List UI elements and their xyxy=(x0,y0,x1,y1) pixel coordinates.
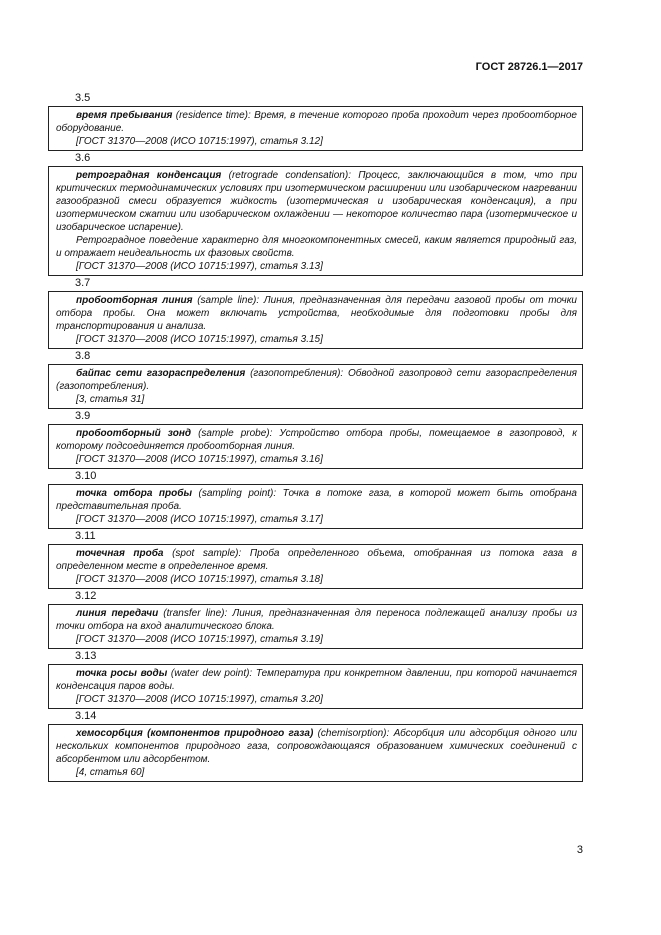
term-name: точка отбора пробы xyxy=(76,488,192,499)
term-definition-paragraph xyxy=(56,367,577,393)
term-number: 3.11 xyxy=(75,530,96,542)
term-source-reference: [ГОСТ 31370—2008 (ИСО 10715:1997), статья 3.19] xyxy=(76,634,323,645)
term-name: точка росы воды xyxy=(76,668,168,679)
term-definition: (газопотребления): Обводной газопровод сети газораспределения (газопотребления). xyxy=(56,368,578,392)
term-source-reference: [ГОСТ 31370—2008 (ИСО 10715:1997), статья 3.16] xyxy=(76,454,323,465)
term-entry xyxy=(48,424,583,469)
term-note: Ретроградное поведение характерно для многокомпонентных смесей, каким является природный газ, и отражает неидеальность их фазовых свойств. xyxy=(56,235,577,259)
term-entry xyxy=(48,664,583,709)
term-definition: (residence time): Время, в течение которого проба проходит через пробоотборное оборудование. xyxy=(56,110,577,134)
term-number: 3.6 xyxy=(75,152,91,164)
term-definition-paragraph xyxy=(56,547,577,573)
term-number: 3.9 xyxy=(75,410,91,422)
term-source-reference: [ГОСТ 31370—2008 (ИСО 10715:1997), статья 3.13] xyxy=(76,261,323,272)
term-definition-paragraph xyxy=(56,109,577,135)
term-definition: (chemisorption): Абсорбция или адсорбция одного или нескольких компонентов природного газа, сопровождающаяся образованием химических соединений с абсорбентом или адсорбентом. xyxy=(56,728,577,765)
term-entry xyxy=(48,604,583,649)
term-entry xyxy=(48,166,583,276)
term-definition-paragraph xyxy=(56,487,577,513)
term-name: байпас сети газораспределения xyxy=(76,368,246,379)
term-number: 3.10 xyxy=(75,470,97,482)
term-definition-paragraph xyxy=(56,607,577,633)
page-number: 3 xyxy=(576,844,583,856)
term-name: ретроградная конденсация xyxy=(76,170,222,181)
term-name: точечная проба xyxy=(76,548,164,559)
term-source-reference: [3, статья 31] xyxy=(76,394,145,405)
term-source-reference: [ГОСТ 31370—2008 (ИСО 10715:1997), статья 3.18] xyxy=(76,574,323,585)
term-definition-paragraph xyxy=(56,427,577,453)
term-definition: (retrograde condensation): Процесс, заключающийся в том, что при критических термодинамических условиях при изотермическом расширении или изобарическом нагревании газообразной смеси образуется жидкость (изотермическая и изобарическая конденсация), а при изотермическом сжатии или изобарическом охлаждении — некоторое количество пара (изотермическое и изобарическое испарение). xyxy=(56,170,577,233)
term-definition: (sample line): Линия, предназначенная для передачи газовой пробы от точки отбора пробы. Она может включать устройства, необходимые для подготовки пробы для транспортирования и анализа. xyxy=(56,295,577,332)
term-source-reference: [ГОСТ 31370—2008 (ИСО 10715:1997), статья 3.20] xyxy=(76,694,323,705)
term-source-reference: [ГОСТ 31370—2008 (ИСО 10715:1997), статья 3.12] xyxy=(76,136,323,147)
term-number: 3.7 xyxy=(75,277,91,289)
terms-list xyxy=(48,91,583,782)
term-name: время пребывания xyxy=(76,110,173,121)
term-number: 3.8 xyxy=(75,350,91,362)
term-entry xyxy=(48,544,583,589)
term-definition: (water dew point): Температура при конкретном давлении, при которой начинается конденсация паров воды. xyxy=(56,668,577,692)
term-source-reference: [4, статья 60] xyxy=(76,767,145,778)
term-definition-paragraph xyxy=(56,169,577,234)
term-definition: (transfer line): Линия, предназначенная для переноса подлежащей анализу пробы из точки отбора на вход аналитического блока. xyxy=(56,608,577,632)
term-definition: (spot sample): Проба определенного объема, отобранная из потока газа в определенном месте в определенное время. xyxy=(56,548,577,572)
term-number: 3.13 xyxy=(75,650,97,662)
term-definition: (sample probe): Устройство отбора пробы, помещаемое в газопровод, к которому подсоединяется пробоотборная линия. xyxy=(56,428,577,452)
document-header: ГОСТ 28726.1—2017 xyxy=(475,61,583,73)
term-number: 3.5 xyxy=(75,92,91,104)
term-definition-paragraph xyxy=(56,294,577,333)
term-entry xyxy=(48,484,583,529)
term-definition-paragraph xyxy=(56,727,577,766)
term-number: 3.14 xyxy=(75,710,97,722)
term-entry xyxy=(48,724,583,782)
term-name: пробоотборная линия xyxy=(76,295,193,306)
term-name: хемосорбция (компонентов природного газа) xyxy=(76,728,314,739)
term-number: 3.12 xyxy=(75,590,97,602)
term-definition-paragraph xyxy=(56,667,577,693)
term-definition: (sampling point): Точка в потоке газа, в которой может быть отобрана представительная проба. xyxy=(56,488,577,512)
term-source-reference: [ГОСТ 31370—2008 (ИСО 10715:1997), статья 3.17] xyxy=(76,514,323,525)
term-entry xyxy=(48,364,583,409)
term-entry xyxy=(48,106,583,151)
term-name: линия передачи xyxy=(76,608,159,619)
term-entry xyxy=(48,291,583,349)
term-source-reference: [ГОСТ 31370—2008 (ИСО 10715:1997), статья 3.15] xyxy=(76,334,323,345)
term-name: пробоотборный зонд xyxy=(76,428,192,439)
